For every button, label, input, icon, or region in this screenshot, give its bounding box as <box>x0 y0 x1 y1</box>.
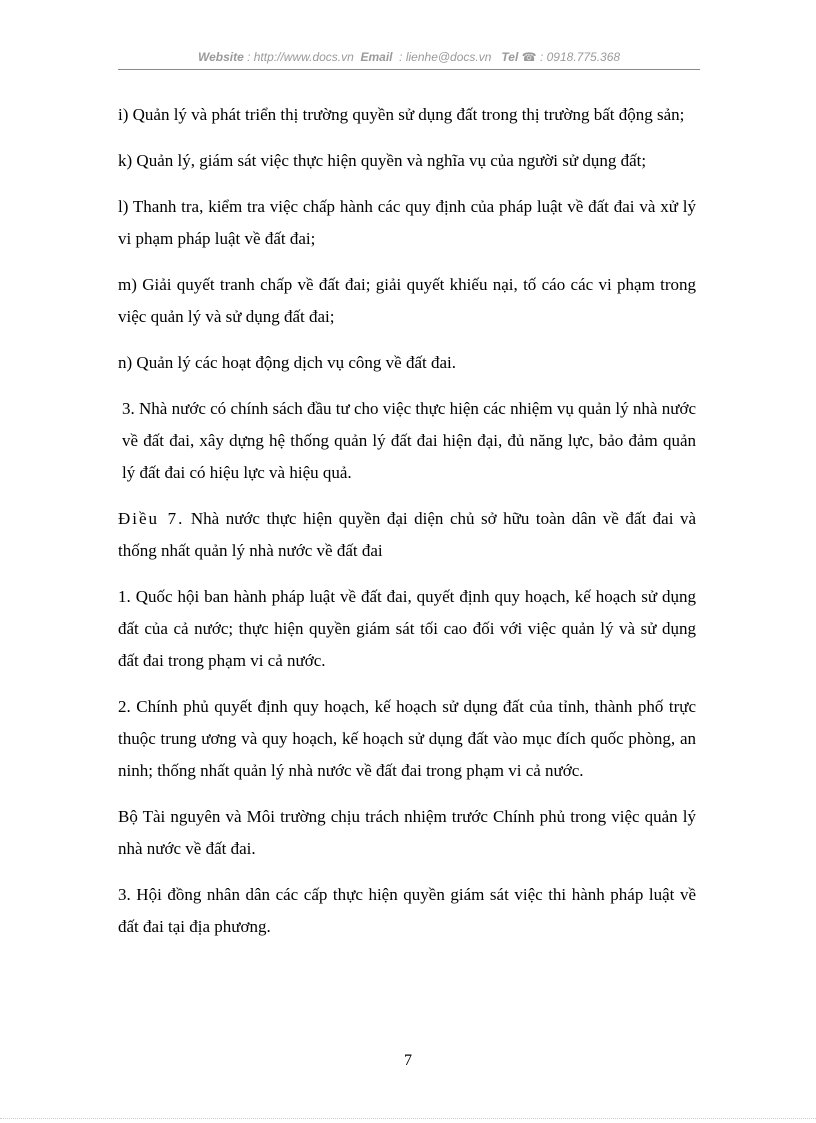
article-7-clause-2: 2. Chính phủ quyết định quy hoạch, kế hoạch sử dụng đất của tỉnh, thành phố trực thuộc trung ương và quy hoạch, kế hoạch sử dụng đất vào mục đích quốc phòng, an ninh; thống nhất quản lý nhà nước về đất đai trong phạm vi cả nước. <box>118 697 696 780</box>
page-number: 7 <box>404 1052 412 1069</box>
paragraph-l: l) Thanh tra, kiểm tra việc chấp hành các quy định của pháp luật về đất đai và xử lý vi phạm pháp luật về đất đai; <box>118 197 696 248</box>
phone-icon: ☎ <box>521 50 537 64</box>
page-bottom-border <box>0 1118 816 1119</box>
article-7-clause-1: 1. Quốc hội ban hành pháp luật về đất đai, quyết định quy hoạch, kế hoạch sử dụng đất của cả nước; thực hiện quyền giám sát tối cao đối với việc quản lý và sử dụng đất đai trong phạm vi cả nước. <box>118 587 696 670</box>
tel-value: : 0918.775.368 <box>539 50 621 64</box>
website-value: : http://www.docs.vn <box>247 50 354 64</box>
article-7-clause-3: 3. Hội đồng nhân dân các cấp thực hiện quyền giám sát việc thi hành pháp luật về đất đai tại địa phương. <box>118 885 696 936</box>
article-7-ministry-paragraph: Bộ Tài nguyên và Môi trường chịu trách nhiệm trước Chính phủ trong việc quản lý nhà nước về đất đai. <box>118 807 696 858</box>
article-7-title: Nhà nước thực hiện quyền đại diện chủ sở hữu toàn dân về đất đai và thống nhất quản lý nhà nước về đất đai <box>118 509 696 560</box>
article-7-heading <box>118 503 696 567</box>
paragraph-clause-3: 3. Nhà nước có chính sách đầu tư cho việc thực hiện các nhiệm vụ quản lý nhà nước về đất đai, xây dựng hệ thống quản lý đất đai hiện đại, đủ năng lực, bảo đảm quản lý đất đai có hiệu lực và hiệu quả. <box>122 399 696 482</box>
tel-label: Tel <box>501 50 519 64</box>
paragraph-k: k) Quản lý, giám sát việc thực hiện quyền và nghĩa vụ của người sử dụng đất; <box>118 151 647 170</box>
paragraph-i: i) Quản lý và phát triển thị trường quyền sử dụng đất trong thị trường bất động sản; <box>118 105 685 124</box>
email-value: : lienhe@docs.vn <box>399 50 492 64</box>
paragraph-n: n) Quản lý các hoạt động dịch vụ công về đất đai. <box>118 353 457 372</box>
document-body <box>118 99 696 957</box>
email-label: Email <box>360 50 393 64</box>
paragraph-m: m) Giải quyết tranh chấp về đất đai; giải quyết khiếu nại, tố cáo các vi phạm trong việc quản lý và sử dụng đất đai; <box>118 275 696 326</box>
header-divider <box>118 69 700 70</box>
page-header <box>118 50 700 64</box>
article-7-label: Điều 7. <box>118 509 185 528</box>
website-label: Website <box>197 50 244 64</box>
